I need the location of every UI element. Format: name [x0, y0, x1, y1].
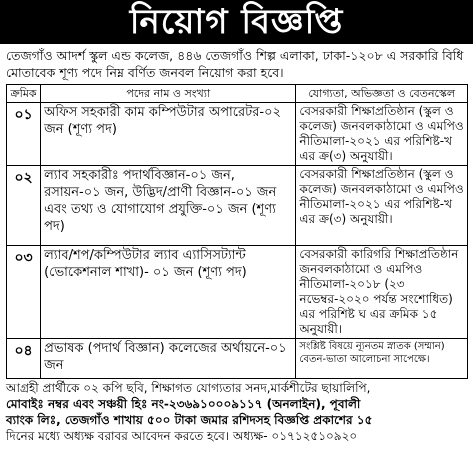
serial-cell — [7, 103, 41, 166]
serial-number: ০৪ — [14, 343, 33, 359]
vacancy-table — [6, 84, 468, 379]
table-row — [7, 246, 468, 339]
serial-number: ০৩ — [14, 250, 33, 266]
footer-line: ব্যাংক লিঃ, তেজগাঁও শাখায় ৫০০ টাকা জমার রশিদসহ বিজ্ঞপ্তি প্রকাশের ১৫ — [6, 413, 373, 427]
footer-line: দিনের মধ্যে অধ্যক্ষ বরাবর আবেদন করতে হবে। অধ্যক্ষ- ০১৭১২৫১০৯২০ — [6, 429, 358, 443]
serial-cell — [7, 246, 41, 339]
footer-line: আগ্রহী প্রার্থীকে ০২ কপি ছবি, শিক্ষাগত যোগ্যতার সনদ,মার্কশীটের ছায়ালিপি, — [6, 381, 371, 395]
header-post: পদের নাম ও সংখ্যা — [41, 85, 296, 103]
requirement-cell: বেসরকারী শিক্ষাপ্রতিষ্ঠান (স্কুল ও কলেজ) জনবলকাঠামো ও এমপিও নীতিমালা-২০২১ এর পরিশিষ্ট-খ এর ক্র(৩) অনুযায়ী। — [296, 103, 468, 166]
page-title: নিয়োগ বিজ্ঞপ্তি — [129, 2, 344, 42]
serial-cell — [7, 166, 41, 246]
footer-line: মোবাইঃ নম্বর এবং সঞ্চয়ী হিঃ নং-২৩৬৯১০০০৯১১৭ (অনলাইন), পূবালী — [6, 397, 361, 411]
post-cell: অফিস সহকারী কাম কম্পিউটার অপারেটর-০২ জন (শূণ্য পদ) — [41, 103, 296, 166]
application-instructions — [6, 380, 468, 444]
serial-number: ০২ — [14, 170, 33, 186]
table-row — [7, 166, 468, 246]
header-serial: ক্রমিক — [7, 85, 41, 103]
serial-number: ০১ — [14, 107, 33, 123]
serial-cell — [7, 339, 41, 379]
table-row — [7, 103, 468, 166]
table-row — [7, 339, 468, 379]
post-cell: ল্যাব/শপ/কম্পিউটার ল্যাব এ্যাসিসট্যান্ট (ভোকেশনাল শাখা)- ০১ জন (শূণ্য পদ) — [41, 246, 296, 339]
intro-text: তেজগাঁও আদর্শ স্কুল এন্ড কলেজ, ৪৪৬ তেজগাঁও শিল্প এলাকা, ঢাকা-১২০৮ এ সরকারি বিধি মোতাবেক শূণ্য পদে নিম্ন বর্ণিত জনবল নিয়োগ করা হবে। — [6, 48, 464, 80]
post-cell: ল্যাব সহকারীঃ পদার্থবিজ্ঞান-০১ জন, রসায়ন-০১ জন, উদ্ভিদ/প্রাণী বিজ্ঞান-০১ জন এবং তথ্য ও যোগাযোগ প্রযুক্তি-০১ জন (শূণ্য পদ) — [41, 166, 296, 246]
requirement-cell: বেসরকারী কারিগরি শিক্ষাপ্রতিষ্ঠান জনবলকাঠামো ও এমপিও নীতিমালা-২০১৮ (২৩ নভেম্বর-২০২০ পর্যন্ত সংশোধিত) এর পরিশিষ্ট ঘ এর ক্রমিক ১৫ অনুযায়ী। — [296, 246, 468, 339]
header-requirements: যোগ্যতা, অভিজ্ঞতা ও বেতনস্কেল — [296, 85, 468, 103]
table-header-row — [7, 85, 468, 103]
requirement-cell: বেসরকারী শিক্ষাপ্রতিষ্ঠান (স্কুল ও কলেজ) জনবলকাঠামো ও এমপিও নীতিমালা-২০২১ এর পরিশিষ্ট-খ এর ক্র(৩) অনুযায়ী। — [296, 166, 468, 246]
title-banner — [0, 0, 473, 44]
post-cell: প্রভাষক (পদার্থ বিজ্ঞান) কলেজের অর্থায়নে-০১ জন — [41, 339, 296, 379]
requirement-cell: সংশ্লিষ্ট বিষয়ে ন্যূনতম স্নাতক (সম্মান) বেতন-ভাতা আলোচনা সাপেক্ষে। — [296, 339, 468, 379]
